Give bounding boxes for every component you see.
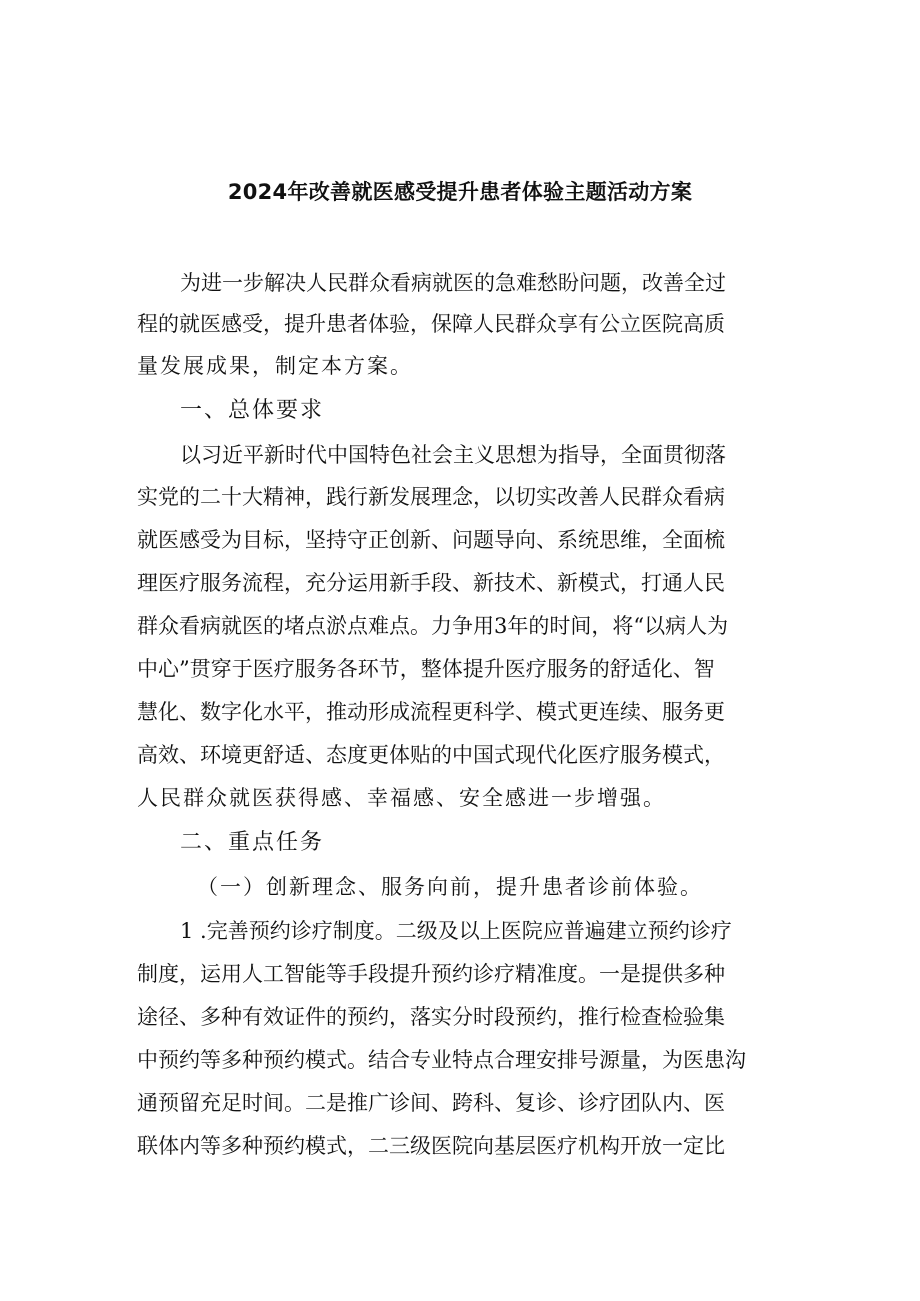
paragraph-line: 联体内等多种预约模式，二三级医院向基层医疗机构开放一定比 <box>137 1134 725 1158</box>
paragraph-line: 程的就医感受，提升患者体验，保障人民群众享有公立医院高质 <box>137 312 725 336</box>
paragraph-line: 制度，运用人工智能等手段提升预约诊疗精准度。一是提供多种 <box>137 962 725 986</box>
paragraph-line: 理医疗服务流程，充分运用新手段、新技术、新模式，打通人民 <box>137 571 725 595</box>
paragraph-line: 人民群众就医获得感、幸福感、安全感进一步增强。 <box>137 786 666 810</box>
paragraph-line: 实党的二十大精神，践行新发展理念，以切实改善人民群众看病 <box>137 485 725 509</box>
paragraph-line: 中心”贯穿于医疗服务各环节，整体提升医疗服务的舒适化、智 <box>137 657 715 681</box>
paragraph-line: 途径、多种有效证件的预约，落实分时段预约，推行检查检验集 <box>137 1005 725 1029</box>
paragraph-line: 群众看病就医的堵点淤点难点。力争用3年的时间，将“以病人为 <box>137 614 729 638</box>
paragraph-line: 慧化、数字化水平，推动形成流程更科学、模式更连续、服务更 <box>137 700 725 724</box>
paragraph-line: 高效、环境更舒适、态度更体贴的中国式现代化医疗服务模式， <box>137 743 725 767</box>
paragraph-line: 中预约等多种预约模式。结合专业特点合理安排号源量，为医患沟 <box>137 1048 746 1072</box>
document-title: 2024年改善就医感受提升患者体验主题活动方案 <box>227 180 693 204</box>
paragraph-line: 量发展成果，制定本方案。 <box>137 354 413 378</box>
paragraph-line: 以习近平新时代中国特色社会主义思想为指导，全面贯彻落 <box>180 443 726 467</box>
paragraph-line: 就医感受为目标，坚持守正创新、问题导向、系统思维，全面梳 <box>137 528 725 552</box>
paragraph-line: 通预留充足时间。二是推广诊间、跨科、复诊、诊疗团队内、医 <box>137 1091 725 1115</box>
subsection-heading: （一）创新理念、服务向前，提升患者诊前体验。 <box>197 875 703 899</box>
paragraph-line: 1 .完善预约诊疗制度。二级及以上医院应普遍建立预约诊疗 <box>180 919 732 943</box>
paragraph-line: 为进一步解决人民群众看病就医的急难愁盼问题，改善全过 <box>180 271 726 295</box>
section-heading: 二、重点任务 <box>180 830 325 855</box>
section-heading: 一、总体要求 <box>180 398 325 423</box>
